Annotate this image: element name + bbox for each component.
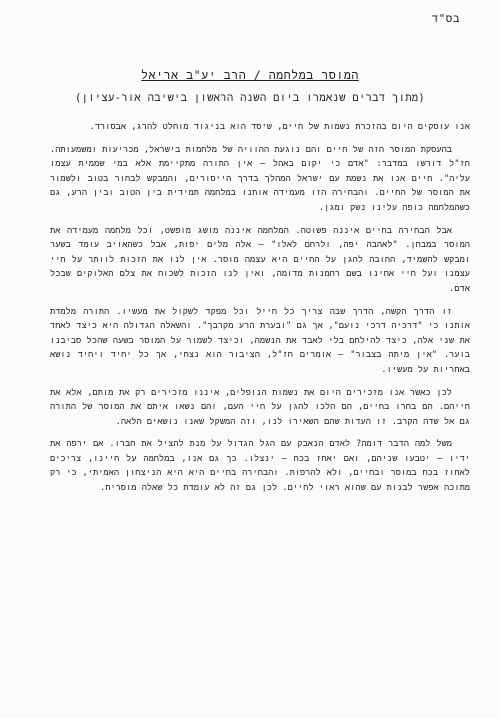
- document-subtitle: (מתוך דברים שנאמרו ביום השנה הראשון בישיבה אור-עציון): [74, 92, 426, 104]
- paragraph: זו הדרך הקשה, הדרך שבה צריך כל חייל וכל מפקד לשקול את מעשיו. התורה מלמדת אותנו כי "דרכיה דרכי נועם", אך גם "ובערת הרע מקרבך". והשאלה הגדולה היא כיצד לאחד את שני אלה, כיצד להילחם בלי לאבד את הנשמה, וכיצד לשמור על המוסר בשעה שהכל סביבנו בוער. "אין מיתה בצבור" – אומרים חז"ל, הציבור הוא נצחי, אך כל יחיד ויחיד נושא באחריות על מעשיו.: [50, 306, 470, 375]
- document-body: [50, 120, 470, 504]
- paragraph: בהעסקת המוסר הזה של חיים והם נוגעת ההוויה של מלחמות בישראל, מכריעות ומשמעותה. חז"ל דורשו במדבר: "אדם כי יקום באהל – אין התורה מתקיימת אלא במי שממית עצמו עליה". חיים אנו את נשמת עם ישראל המהלך בדרך הייסורים, והמבקש לבחור בטוב ולשמור את המוסר של החיים. והבחירה הזו מעמידה אותנו במלחמה תמידית בין הטוב ובין הרע, גם כשהמלחמה כופה עלינו נשק ומגן.: [50, 144, 470, 213]
- title-text: המוסר במלחמה / הרב יע"ב אריאל: [141, 68, 359, 82]
- paragraph: לכן כאשר אנו מזכירים היום את נשמות הנופלים, איננו מזכירים רק את מותם, אלא את חייהם. הם בחרו בחיים, הם הלכו להגן על חיי העם, והם נשאו איתם את המוסר של התורה גם אל שדה הקרב. זו העדות שהם השאירו לנו, וזה המשקל שאנו נושאים הלאה.: [50, 387, 470, 427]
- corner-mark: בס"ד: [431, 12, 460, 25]
- paragraph: אבל הבחירה בחיים איננה פשוטה. המלחמה איננה מושג מופשט, וכל מלחמה מעמידה את המוסר במבחן. "לאהבה יפה, ולרחם לאלו" – אלה מלים יפות, אבל כשהאויב עומד בשער ומבקש להשמיד, החובה להגן על החיים היא עצמה מוסר. אין לנו את הזכות לוותר על חיי עצמנו ועל חיי אחינו בשם רחמנות מדומה, ואין לנו הזכות לשכוח את צלם האלוקים שבכל אדם.: [50, 225, 470, 294]
- paragraph: אנו עוסקים היום בהזכרת נשמות של חיים, שיסד הוא בניגוד מוחלט להרג, אבסורד.: [89, 122, 470, 132]
- paragraph: משל למה הדבר דומה? לאדם הנאבק עם הגל הגדול על מנת להציל את חברו. אם ירפה את ידיו – יטבעו שניהם, ואם יאחז בכח – ינצלו. כך גם אנו, במלחמה על חיינו, צריכים לאחוז בכח במוסר ובחיים, ולא להרפות. והבחירה בחיים היא היא הניצחון האמיתי, כי רק מתוכה אפשר לבנות עם שהוא ראוי לחיים. לכן גם זה לא עומדת כל שאלה מוסרית.: [50, 439, 470, 494]
- document-title: [0, 68, 500, 83]
